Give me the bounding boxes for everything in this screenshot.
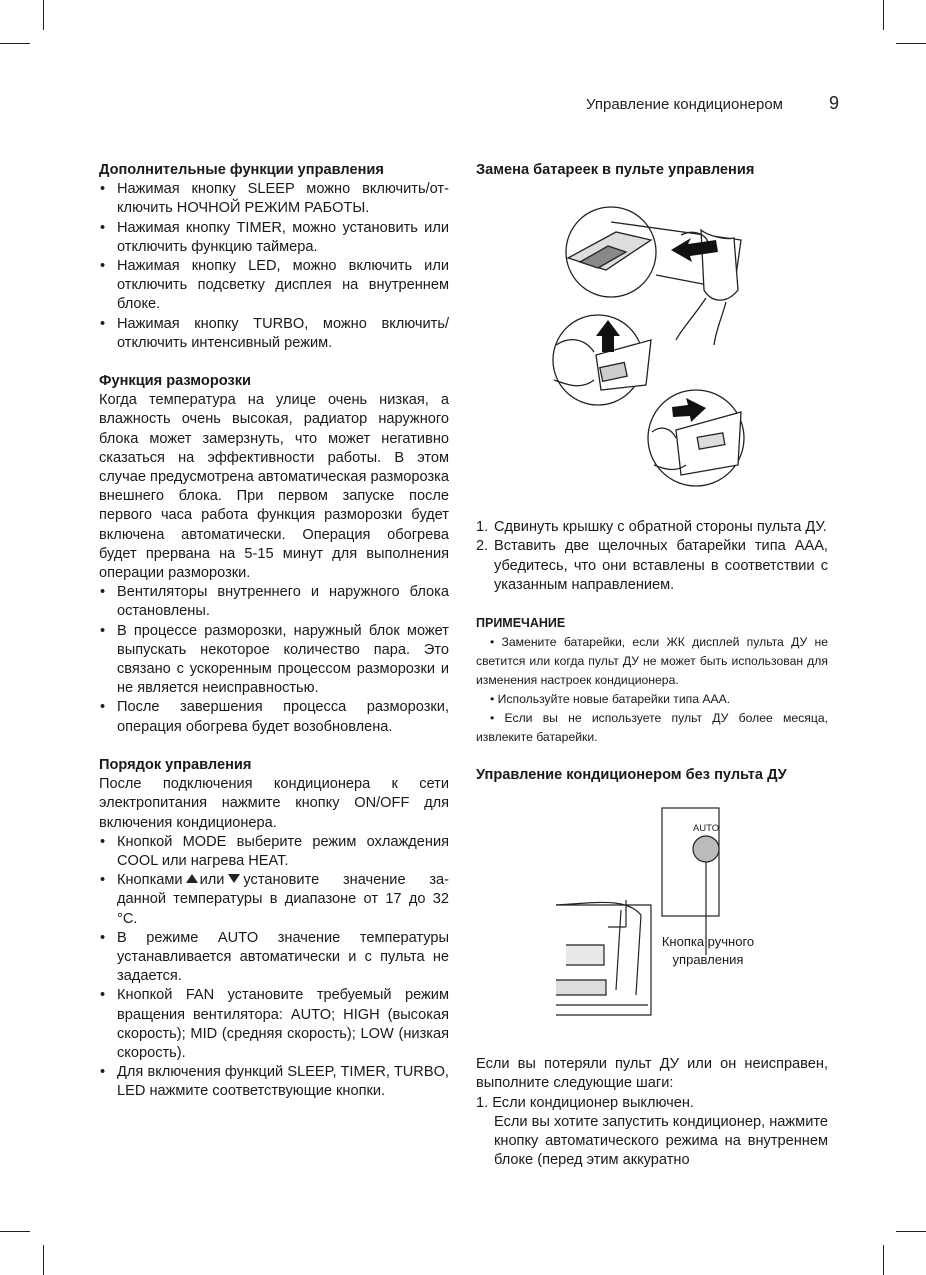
section-heading-battery: Замена батареек в пульте управления [476,162,755,178]
note-item: • Если вы не используете пульт ДУ более месяца, извлеките батарейки. [476,711,828,745]
down-arrow-icon [228,874,240,883]
list-item: • Кнопкой MODE выберите режим охлаждения COOL или нагрева HEAT. [99,833,449,871]
list-item-text: или [199,872,225,889]
indoor-unit-illustration [476,785,828,1035]
crop-mark [0,1231,30,1232]
note-item: • Используйте новые батарейки типа ААА. [490,692,731,707]
crop-mark [896,1231,926,1232]
list-item: • Для включения функций SLEEP, TIMER, TURBO, LED нажмите соответствующие кнопки. [99,1063,449,1101]
list-item [476,518,828,537]
step-number: 2. [476,538,489,555]
crop-mark [43,1245,44,1275]
manual-intro: Если вы потеряли пульт ДУ или он неисправен, выполните следующие шаги: [476,1056,828,1092]
step-number: 1. [476,1094,489,1111]
operation-list [99,833,449,1102]
note-body [476,633,828,747]
crop-mark [43,0,44,30]
note-item: • Замените батарейки, если ЖК дисплей пульта ДУ не светится или когда пульт ДУ не может быть использован для изменения настроек кондиционера. [476,635,828,688]
manual-steps [476,1094,828,1171]
left-column [99,161,449,1102]
operation-paragraph: После подключения кондиционера к сети электропитания нажмите кнопку ON/OFF для включения кондиционера. [99,776,449,831]
list-item: • Нажимая кнопку SLEEP можно включить/отключить НОЧНОЙ РЕЖИМ РАБОТЫ. [99,180,449,218]
section-heading-manual-control: Управление кондиционером без пульта ДУ [476,767,787,784]
auto-button [693,836,719,862]
crop-mark [883,0,884,30]
crop-mark [896,43,926,44]
list-item: • В режиме AUTO значение температуры устанавливается автоматически и с пульта не задается. [99,929,449,987]
section-heading-defrost: Функция разморозки [99,373,251,390]
list-item: • Нажимая кнопку TIMER, можно установить или отключить функцию таймера. [99,219,449,257]
battery-steps [476,518,828,595]
up-arrow-icon [186,874,198,883]
auto-label: AUTO [692,823,720,835]
list-item-text: Кнопками [117,872,183,889]
defrost-paragraph: Когда температура на улице очень низкая, а влажность очень высокая, радиатор наружного блока может замерзнуть, что может негативно сказаться на эффективности работы. В этом случае предусмотрена автоматическая разморозка внешнего блока. При первом запуске после первого часа работа функция разморозки будет включена автоматически. Операция обогрева будет прервана на 5-15 минут для выполнения операции разморозки. [99,392,449,582]
crop-mark [883,1245,884,1275]
right-column [476,161,828,1170]
list-item [476,1094,828,1113]
step-text: Вставить две щелочных батарейки типа ААА, убедитесь, что они вставлены в соответствии с указанным направлением. [494,538,828,593]
list-item: • Нажимая кнопку LED, можно включить или отключить подсветку дисплея на внутреннем блоке. [99,257,449,315]
page-number: 9 [829,93,840,113]
section-heading-operation: Порядок управления [99,756,252,773]
list-item-text: установите значение заданной температуры в диапазоне от 17 до 32 °С. [117,872,449,927]
list-item: • В процессе разморозки, наружный блок может выпускать некоторое количество пара. Это связано с ускоренным процессом разморозки и не является неисправностью. [99,622,449,699]
step-title: Если кондиционер выключен. [492,1094,694,1111]
battery-replacement-illustration [476,180,828,500]
note-title: ПРИМЕЧАНИЕ [476,616,566,631]
list-item: • Нажимая кнопку TURBO, можно включить/ отключить интенсивный режим. [99,315,449,353]
section-heading-additional-functions: Дополнительные функции управления [99,162,384,178]
list-item [476,537,828,595]
crop-mark [0,43,30,44]
step-text: Сдвинуть крышку с обратной стороны пульта ДУ. [494,519,827,536]
list-item: • Кнопкой FAN установите требуемый режим вращения вентилятора: AUTO; HIGH (высокая скорость); MID (средняя скорость); LOW (низкая скорость). [99,986,449,1063]
manual-button-caption: Кнопка ручного управления [661,934,755,967]
list-item [99,871,449,929]
list-item: • После завершения процесса разморозки, операция обогрева будет возобновлена. [99,698,449,736]
list-item: • Вентиляторы внутреннего и наружного блока остановлены. [99,583,449,621]
additional-functions-list [99,180,449,353]
defrost-list [99,583,449,737]
list-item: Если вы хотите запустить кондиционер, нажмите кнопку автоматического режима на внутреннем блоке (перед этим аккуратно [494,1113,828,1169]
step-number: 1. [476,519,489,536]
page-header-title: Управление кондиционером [586,96,783,113]
